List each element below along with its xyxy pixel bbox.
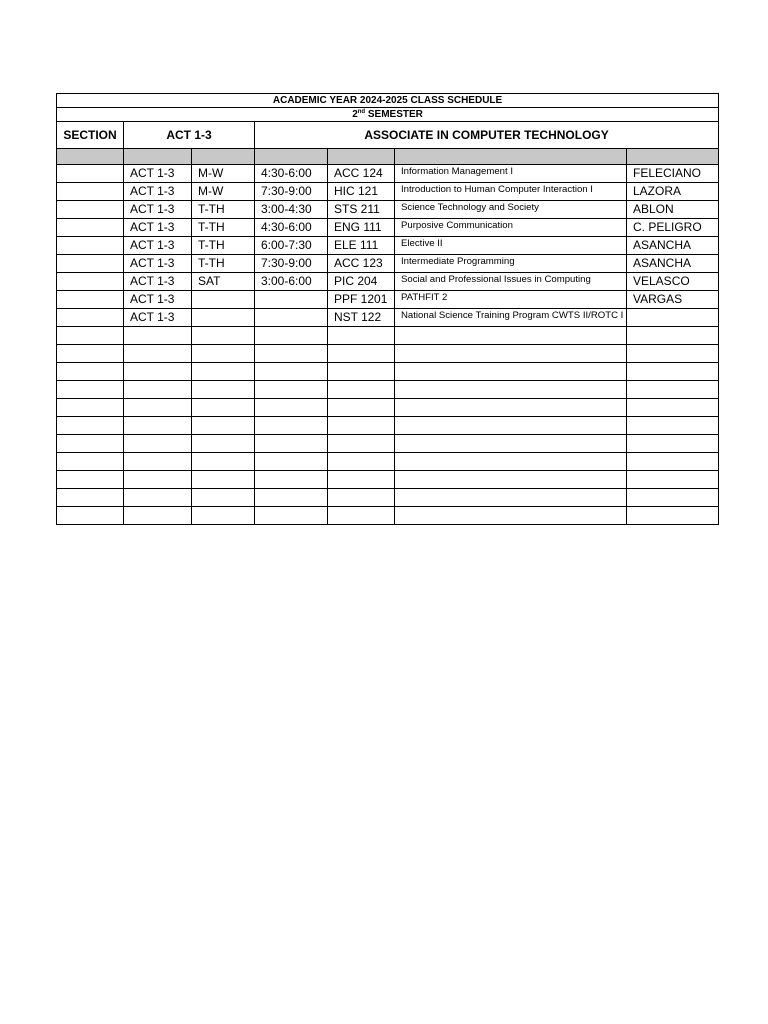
empty-cell [124, 363, 192, 381]
cell-time: 7:30-9:00 [255, 255, 328, 273]
empty-cell [328, 327, 395, 345]
empty-cell [255, 345, 328, 363]
table-row [57, 219, 719, 237]
schedule-table [56, 93, 719, 525]
cell-section: ACT 1-3 [124, 201, 192, 219]
empty-cell [395, 489, 627, 507]
cell-section: ACT 1-3 [124, 291, 192, 309]
cell-time: 3:00-4:30 [255, 201, 328, 219]
cell-blank [57, 273, 124, 291]
cell-instructor: FELECIANO [627, 165, 719, 183]
empty-cell [627, 363, 719, 381]
empty-cell [627, 399, 719, 417]
cell-section: ACT 1-3 [124, 309, 192, 327]
cell-course-code: ACC 123 [328, 255, 395, 273]
cell-course-code: PPF 1201 [328, 291, 395, 309]
title-row [57, 94, 719, 108]
empty-cell [255, 327, 328, 345]
empty-cell [57, 489, 124, 507]
table-row [57, 273, 719, 291]
empty-row [57, 327, 719, 345]
empty-cell [124, 453, 192, 471]
cell-section: ACT 1-3 [124, 165, 192, 183]
empty-cell [395, 381, 627, 399]
empty-cell [328, 507, 395, 525]
cell-instructor: VELASCO [627, 273, 719, 291]
cell-instructor: ASANCHA [627, 237, 719, 255]
cell-blank [57, 309, 124, 327]
table-row [57, 309, 719, 327]
schedule-sheet [56, 93, 718, 525]
cell-time [255, 309, 328, 327]
cell-days [192, 291, 255, 309]
empty-cell [192, 507, 255, 525]
empty-cell [57, 345, 124, 363]
empty-cell [255, 417, 328, 435]
cell-instructor: ABLON [627, 201, 719, 219]
empty-cell [328, 471, 395, 489]
cell-course-code: STS 211 [328, 201, 395, 219]
cell-days: T-TH [192, 237, 255, 255]
cell-blank [57, 237, 124, 255]
cell-course-code: ELE 111 [328, 237, 395, 255]
cell-instructor: C. PELIGRO [627, 219, 719, 237]
empty-cell [57, 363, 124, 381]
empty-cell [395, 417, 627, 435]
cell-days [192, 309, 255, 327]
empty-cell [57, 453, 124, 471]
empty-cell [255, 381, 328, 399]
empty-cell [627, 381, 719, 399]
empty-cell [57, 507, 124, 525]
table-row [57, 255, 719, 273]
program-name: ASSOCIATE IN COMPUTER TECHNOLOGY [255, 122, 719, 149]
empty-cell [57, 327, 124, 345]
cell-course-code: HIC 121 [328, 183, 395, 201]
empty-cell [328, 453, 395, 471]
table-row [57, 291, 719, 309]
empty-cell [395, 453, 627, 471]
empty-cell [124, 507, 192, 525]
cell-course-code: PIC 204 [328, 273, 395, 291]
cell-time: 3:00-6:00 [255, 273, 328, 291]
empty-cell [627, 471, 719, 489]
section-value: ACT 1-3 [124, 122, 255, 149]
empty-cell [627, 417, 719, 435]
empty-cell [395, 471, 627, 489]
empty-cell [255, 471, 328, 489]
semester-label: 2nd SEMESTER [57, 108, 719, 122]
empty-row [57, 381, 719, 399]
table-row [57, 237, 719, 255]
cell-description: Elective II [395, 237, 627, 255]
cell-section: ACT 1-3 [124, 237, 192, 255]
empty-cell [627, 435, 719, 453]
cell-time: 4:30-6:00 [255, 219, 328, 237]
empty-cell [395, 507, 627, 525]
empty-row [57, 489, 719, 507]
cell-description: Introduction to Human Computer Interaction I [395, 183, 627, 201]
empty-cell [192, 399, 255, 417]
cell-days: T-TH [192, 219, 255, 237]
empty-cell [395, 435, 627, 453]
empty-cell [192, 453, 255, 471]
header-row [57, 122, 719, 149]
empty-cell [328, 381, 395, 399]
gray-divider-row [57, 149, 719, 165]
cell-course-code: NST 122 [328, 309, 395, 327]
empty-cell [328, 417, 395, 435]
cell-description: National Science Training Program CWTS II/ROTC I [395, 309, 627, 327]
empty-cell [124, 471, 192, 489]
cell-days: T-TH [192, 201, 255, 219]
empty-cell [627, 345, 719, 363]
empty-cell [328, 363, 395, 381]
empty-row [57, 417, 719, 435]
empty-cell [627, 453, 719, 471]
empty-cell [255, 489, 328, 507]
cell-course-code: ENG 111 [328, 219, 395, 237]
empty-cell [395, 399, 627, 417]
table-row [57, 165, 719, 183]
cell-description: PATHFIT 2 [395, 291, 627, 309]
empty-cell [395, 363, 627, 381]
empty-cell [328, 435, 395, 453]
cell-time: 7:30-9:00 [255, 183, 328, 201]
empty-cell [627, 489, 719, 507]
cell-section: ACT 1-3 [124, 255, 192, 273]
cell-course-code: ACC 124 [328, 165, 395, 183]
empty-cell [192, 381, 255, 399]
empty-cell [192, 327, 255, 345]
cell-time: 4:30-6:00 [255, 165, 328, 183]
cell-days: SAT [192, 273, 255, 291]
cell-blank [57, 255, 124, 273]
empty-cell [255, 453, 328, 471]
cell-blank [57, 201, 124, 219]
empty-cell [255, 435, 328, 453]
cell-blank [57, 165, 124, 183]
table-row [57, 201, 719, 219]
cell-blank [57, 291, 124, 309]
empty-cell [124, 435, 192, 453]
empty-cell [57, 435, 124, 453]
empty-cell [57, 471, 124, 489]
cell-section: ACT 1-3 [124, 183, 192, 201]
cell-section: ACT 1-3 [124, 273, 192, 291]
cell-description: Information Management I [395, 165, 627, 183]
empty-cell [124, 345, 192, 363]
empty-cell [57, 417, 124, 435]
empty-cell [124, 417, 192, 435]
table-row [57, 183, 719, 201]
empty-cell [192, 489, 255, 507]
cell-description: Purposive Communication [395, 219, 627, 237]
empty-cell [255, 363, 328, 381]
cell-blank [57, 219, 124, 237]
cell-description: Social and Professional Issues in Computing [395, 273, 627, 291]
empty-row [57, 435, 719, 453]
cell-time [255, 291, 328, 309]
cell-days: M-W [192, 183, 255, 201]
empty-cell [328, 399, 395, 417]
empty-cell [57, 381, 124, 399]
section-header: SECTION [57, 122, 124, 149]
cell-instructor [627, 309, 719, 327]
cell-instructor: ASANCHA [627, 255, 719, 273]
empty-cell [395, 327, 627, 345]
empty-cell [124, 381, 192, 399]
empty-cell [328, 489, 395, 507]
cell-blank [57, 183, 124, 201]
cell-time: 6:00-7:30 [255, 237, 328, 255]
empty-row [57, 345, 719, 363]
empty-cell [192, 417, 255, 435]
empty-row [57, 453, 719, 471]
empty-row [57, 363, 719, 381]
empty-cell [192, 435, 255, 453]
empty-cell [255, 507, 328, 525]
cell-instructor: LAZORA [627, 183, 719, 201]
empty-row [57, 471, 719, 489]
empty-cell [192, 471, 255, 489]
semester-row [57, 108, 719, 122]
cell-days: M-W [192, 165, 255, 183]
cell-section: ACT 1-3 [124, 219, 192, 237]
cell-description: Science Technology and Society [395, 201, 627, 219]
cell-description: Intermediate Programming [395, 255, 627, 273]
empty-cell [124, 399, 192, 417]
empty-row [57, 507, 719, 525]
empty-cell [124, 327, 192, 345]
empty-cell [255, 399, 328, 417]
empty-cell [192, 345, 255, 363]
empty-cell [192, 363, 255, 381]
empty-cell [627, 327, 719, 345]
empty-cell [627, 507, 719, 525]
empty-cell [395, 345, 627, 363]
empty-cell [57, 399, 124, 417]
empty-cell [328, 345, 395, 363]
schedule-title: ACADEMIC YEAR 2024-2025 CLASS SCHEDULE [57, 94, 719, 108]
cell-days: T-TH [192, 255, 255, 273]
cell-instructor: VARGAS [627, 291, 719, 309]
empty-row [57, 399, 719, 417]
empty-cell [124, 489, 192, 507]
